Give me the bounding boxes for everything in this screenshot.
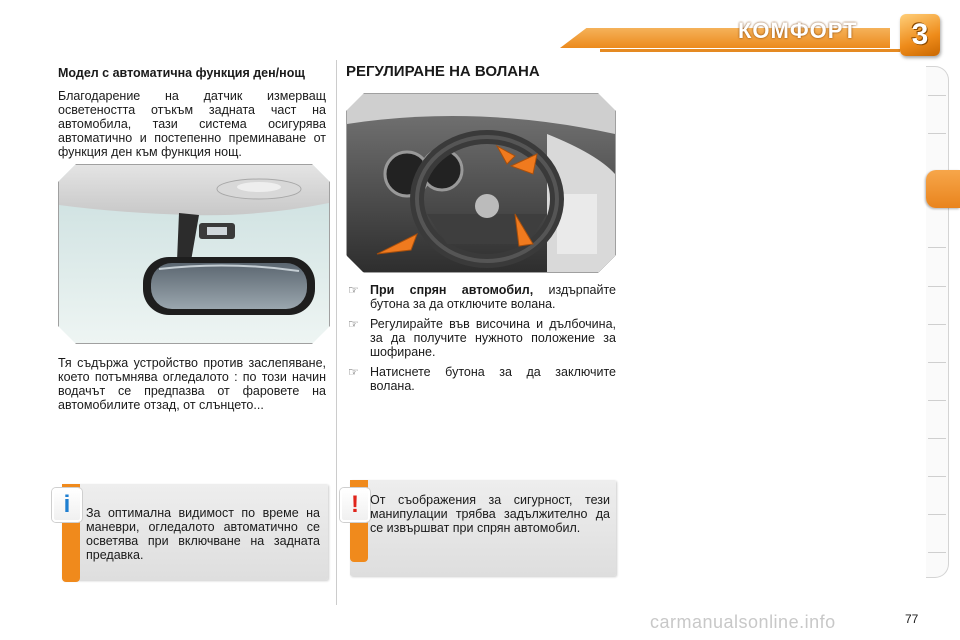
tab-divider: [928, 514, 946, 515]
chapter-number-badge: [900, 14, 940, 56]
mirror-drawing: [59, 165, 329, 343]
tab-divider: [928, 362, 946, 363]
bullet-text: Натиснете бутона за да заключите волана.: [370, 365, 616, 393]
page-number: 77: [905, 612, 919, 626]
steering-wheel-illustration: [346, 93, 616, 273]
chapter-tab-active[interactable]: [926, 170, 960, 208]
chapter-title: КОМФОРТ: [738, 18, 858, 43]
info-note-text: За оптимална видимост по време на маневри, огледалото автоматично се осветява при включване на задната предавка.: [86, 506, 320, 562]
chapter-number: 3: [911, 18, 929, 51]
pointing-hand-icon: ☞: [348, 317, 359, 331]
column-divider: [336, 60, 337, 605]
tab-divider: [928, 95, 946, 96]
bullet-bold-text: При спрян автомобил,: [370, 283, 534, 297]
watermark: carmanualsonline.info: [650, 612, 836, 632]
warning-icon: !: [340, 488, 370, 522]
section-title: РЕГУЛИРАНЕ НА ВОЛАНА: [346, 63, 540, 80]
description-paragraph: Тя съдържа устройство против заслепяване, което потъмнява огледалото : по този начин водачът се предпазва от фаровете на автомобилите отзад, от слънцето...: [58, 356, 326, 412]
bullet-text: Регулирайте във височина и дълбочина, за да получите нужното положение за шофиране.: [370, 317, 616, 359]
tab-divider: [928, 476, 946, 477]
tab-divider: [928, 438, 946, 439]
pointing-hand-icon: ☞: [348, 283, 359, 297]
tab-divider: [928, 324, 946, 325]
instruction-list: [346, 283, 616, 399]
bullet-text: издърпайте бутона за да отключите волана.: [370, 283, 616, 311]
tab-divider: [928, 552, 946, 553]
intro-paragraph: Благодарение на датчик измерващ осветеността отъкъм задната част на автомобила, тази система осигурява автоматично и постепенно преминаване от функция ден към функция нощ.: [58, 89, 326, 159]
chapter-tab-rail: [926, 66, 949, 578]
tab-divider: [928, 400, 946, 401]
warning-note-text: От съображения за сигурност, тези манипулации трябва задължително да се извършват при спрян автомобил.: [370, 493, 610, 535]
list-item: [346, 317, 616, 359]
tab-divider: [928, 247, 946, 248]
header-underline: [600, 49, 900, 52]
section-subtitle: Модел с автоматична функция ден/нощ: [58, 66, 305, 80]
list-item: [346, 283, 616, 311]
steering-wheel-drawing: [347, 94, 615, 272]
tab-divider: [928, 286, 946, 287]
pointing-hand-icon: ☞: [348, 365, 359, 379]
rearview-mirror-illustration: [58, 164, 330, 344]
list-item: [346, 365, 616, 393]
tab-divider: [928, 133, 946, 134]
info-icon: i: [52, 488, 82, 522]
